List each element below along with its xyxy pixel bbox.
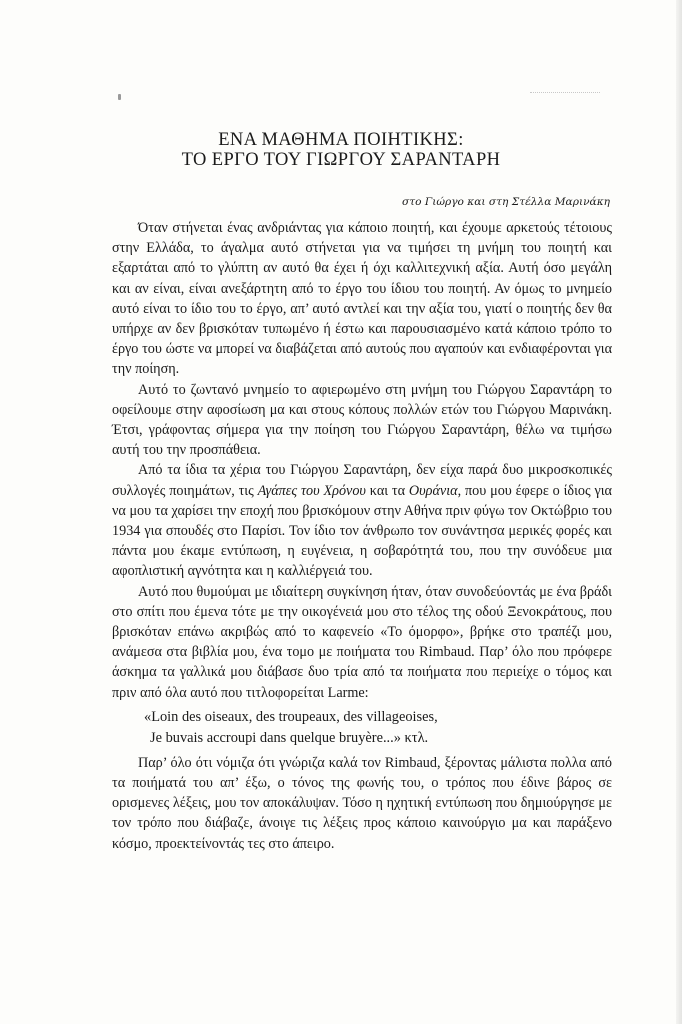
paragraph-5: Παρ’ όλο ότι νόμιζα ότι γνώριζα καλά τον Rimbaud, ξέροντας μάλιστα πολλα από τα ποιήματά του απ’ έξω, ο τόνος της φωνής του, ο τρόπος που έδινε βάρος σε ορισμενες λέξεις, μου τον αποκάλυψαν. Τόσο η ηχητική εντύπωση που δημιούργησε με τον τρόπο που διάβαζε, άνοιγε τις λέξεις προς κάποιο καινούργιο μα και παράξενο κόσμο, προεκτείνοντάς τες στο άπειρο.: [112, 754, 612, 852]
dedication: στο Γιώργο και στη Στέλλα Μαρινάκη: [402, 196, 610, 208]
body-text: [112, 218, 612, 854]
paragraph-3-part-b: και τα: [365, 482, 409, 499]
paragraph-4: Αυτό που θυμούμαι με ιδιαίτερη συγκίνηση ήταν, όταν συνοδεύοντάς με ένα βράδι στο σπίτι που έμενα τότε με την οικογένειά μου στο τέλος της οδού Ξενοκράτους, που βρισκόταν επάνω ακριβώς από το καφενείο «Το όμορφο», βρήκε στο τραπέζι μου, ανάμεσα στα βιβλία μου, ένα τομο με ποιήματα του Rimbaud. Παρ’ όλο που πρόφερε άσκημα τα γαλλικά μου διάβασε δυο τρία από τα ποιήματα που περιείχε ο τόμος και πριν από όλα αυτό που τιτλοφορείται Larme:: [112, 583, 612, 701]
book-title-ourania: Ουράνια: [408, 482, 458, 499]
paragraph-3: [112, 460, 612, 581]
book-title-agapes: Αγάπες του Χρόνου: [257, 482, 366, 499]
scan-dash-mark: [530, 92, 600, 94]
paragraph-3-part-a: Από τα ίδια τα χέρια του Γιώργου Σαραντάρη, δεν είχα παρά δυο μικροσκοπικές συλλογές ποιημάτων, τις: [112, 462, 612, 499]
paragraph-1: Όταν στήνεται ένας ανδριάντας για κάποιο ποιητή, και έχουμε αρκετούς τέτοιους στην Ελλάδα, το άγαλμα αυτό στήνεται για να τιμήσει τη μνήμη του ποιητή και εξαρτάται από το γλύπτη αν αυτό θα έχει ή όχι καλλιτεχνική αξία. Αυτή όσο μεγάλη και αν είναι, είναι ανεξάρτητη από το έργο του ίδιου του ποιητή. Αν όμως το μνημείο αυτό είναι το ίδιο του το έργο, απ’ αυτό αντλεί και την αξία του, γιατί ο ποιητής δεν θα υπήρχε αν δεν βρισκόταν τυπωμένο ή έστω και παρουσιασμένο κατά κάποιο τρόπο το έργο του ώστε να μπορεί να διαβάζεται από αυτούς που αγαπούν και ενδιαφέρονται για την ποίηση.: [112, 220, 612, 378]
title-line-1: ΕΝΑ ΜΑΘΗΜΑ ΠΟΙΗΤΙΚΗΣ:: [218, 130, 464, 150]
scan-mark: [118, 94, 121, 100]
quote-line-2: Je buvais accroupi dans quelque bruyère...» κτλ.: [150, 729, 429, 746]
rimbaud-quote: [144, 707, 612, 749]
quote-line-1: «Loin des oiseaux, des troupeaux, des villageoises,: [144, 708, 438, 725]
paragraph-2: Αυτό το ζωντανό μνημείο το αφιερωμένο στη μνήμη του Γιώργου Σαραντάρη το οφείλουμε στην αφοσίωση μα και στους κόπους πολλών ετών του Γιώργου Μαρινάκη. Έτσι, γράφοντας σήμερα για την ποίηση του Γιώργου Σαραντάρη, θέλω να τιμήσω αυτή του την προσπάθεια.: [112, 381, 612, 459]
paragraph-3-part-c: , που μου έφερε ο ίδιος για να μου τα χαρίσει την εποχή που βρισκόμουν στην Αθήνα πριν φύγω τον Οκτώβριο του 1934 για σπουδές στο Παρίσι. Τον ίδιο τον άνθρωπο τον συνάντησα μερικές φορές και πάντα μου έκαμε εντύπωση, η ευγένεια, η σοβαρότητά του, που την συνόδευε μια αφοπλιστική αγνότητα και η καλλιέργειά του.: [112, 482, 612, 580]
title-line-2: ΤΟ ΕΡΓΟ ΤΟΥ ΓΙΩΡΓΟΥ ΣΑΡΑΝΤΑΡΗ: [181, 150, 501, 170]
